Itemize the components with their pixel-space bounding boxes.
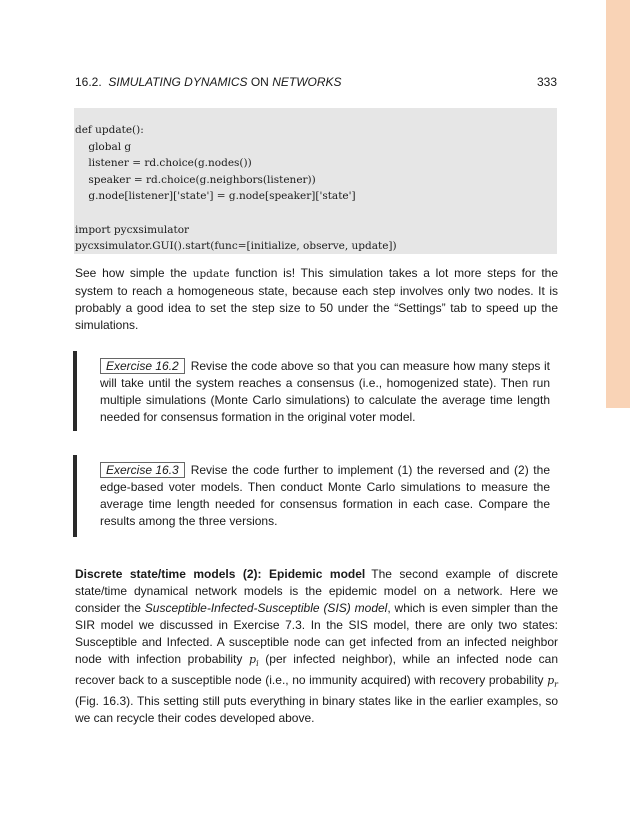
math-symbol-pi: $p_i$	[249, 653, 259, 669]
run-in-heading: Discrete state/time models (2): Epidemic model	[75, 567, 366, 581]
exercise-box-16-2	[73, 351, 561, 431]
chapter-side-tab	[606, 0, 630, 408]
exercise-text: Exercise 16.3 Revise the code further to implement (1) the reversed and (2) the edge-based voter models. Then conduct Monte Carlo simulations to measure the average time length needed for consensus formation in each case. Compare the results among the three versions.	[100, 463, 550, 528]
exercise-label: Exercise 16.3	[100, 462, 185, 478]
emphasized-term: Susceptible-Infected-Susceptible (SIS) model	[144, 601, 388, 615]
code-text: def update(): global g listener = rd.choice(g.nodes()) speaker = rd.choice(g.neighbors(listener)) g.node[listener]['state'] = g.node[speaker]['state'] import pycxsimulator pycxsimulator.GUI().start(func=[initialize, observe, update])	[75, 124, 397, 253]
exercise-box-16-3	[73, 455, 561, 537]
exercise-label: Exercise 16.2	[100, 358, 185, 374]
running-header	[75, 74, 557, 90]
math-symbol-pr: $p_r$	[547, 674, 558, 690]
inline-code-update: update	[192, 268, 230, 280]
page-number: 333	[536, 75, 557, 89]
running-header-title: 16.2. SIMULATING DYNAMICS ON NETWORKS	[75, 75, 342, 89]
code-listing	[74, 108, 557, 254]
body-paragraph-epidemic-model: Discrete state/time models (2): Epidemic model The second example of discrete state/time dynamical network models is the epidemic model on a network. Here we consider the Susceptible-Infected-Susceptible (SIS) model, which is even simpler than the SIR model we discussed in Exercise 7.3. In the SIS model, there are only two states: Susceptible and Infected. A susceptible node can get infected from an infected neighbor node with infection probability $p_i$ (per infected neighbor), while an infected node can recover back to a susceptible node (i.e., no immunity acquired) with recovery probability $p_r$ (Fig. 16.3). This setting still puts everything in binary states like in the earlier examples, so we can recycle their codes developed above.	[75, 567, 559, 726]
exercise-text: Exercise 16.2 Revise the code above so that you can measure how many steps it will take until the system reaches a consensus (i.e., homogenized state). Then run multiple simulations (Monte Carlo simulations) to calculate the average time length needed for consensus formation in the original voter model.	[100, 359, 550, 424]
body-paragraph-simulation-note: See how simple the update function is! This simulation takes a lot more steps for the system to reach a homogeneous state, because each step involves only two nodes. It is probably a good idea to set the step size to 50 under the “Settings” tab to speed up the simulations.	[75, 266, 559, 332]
